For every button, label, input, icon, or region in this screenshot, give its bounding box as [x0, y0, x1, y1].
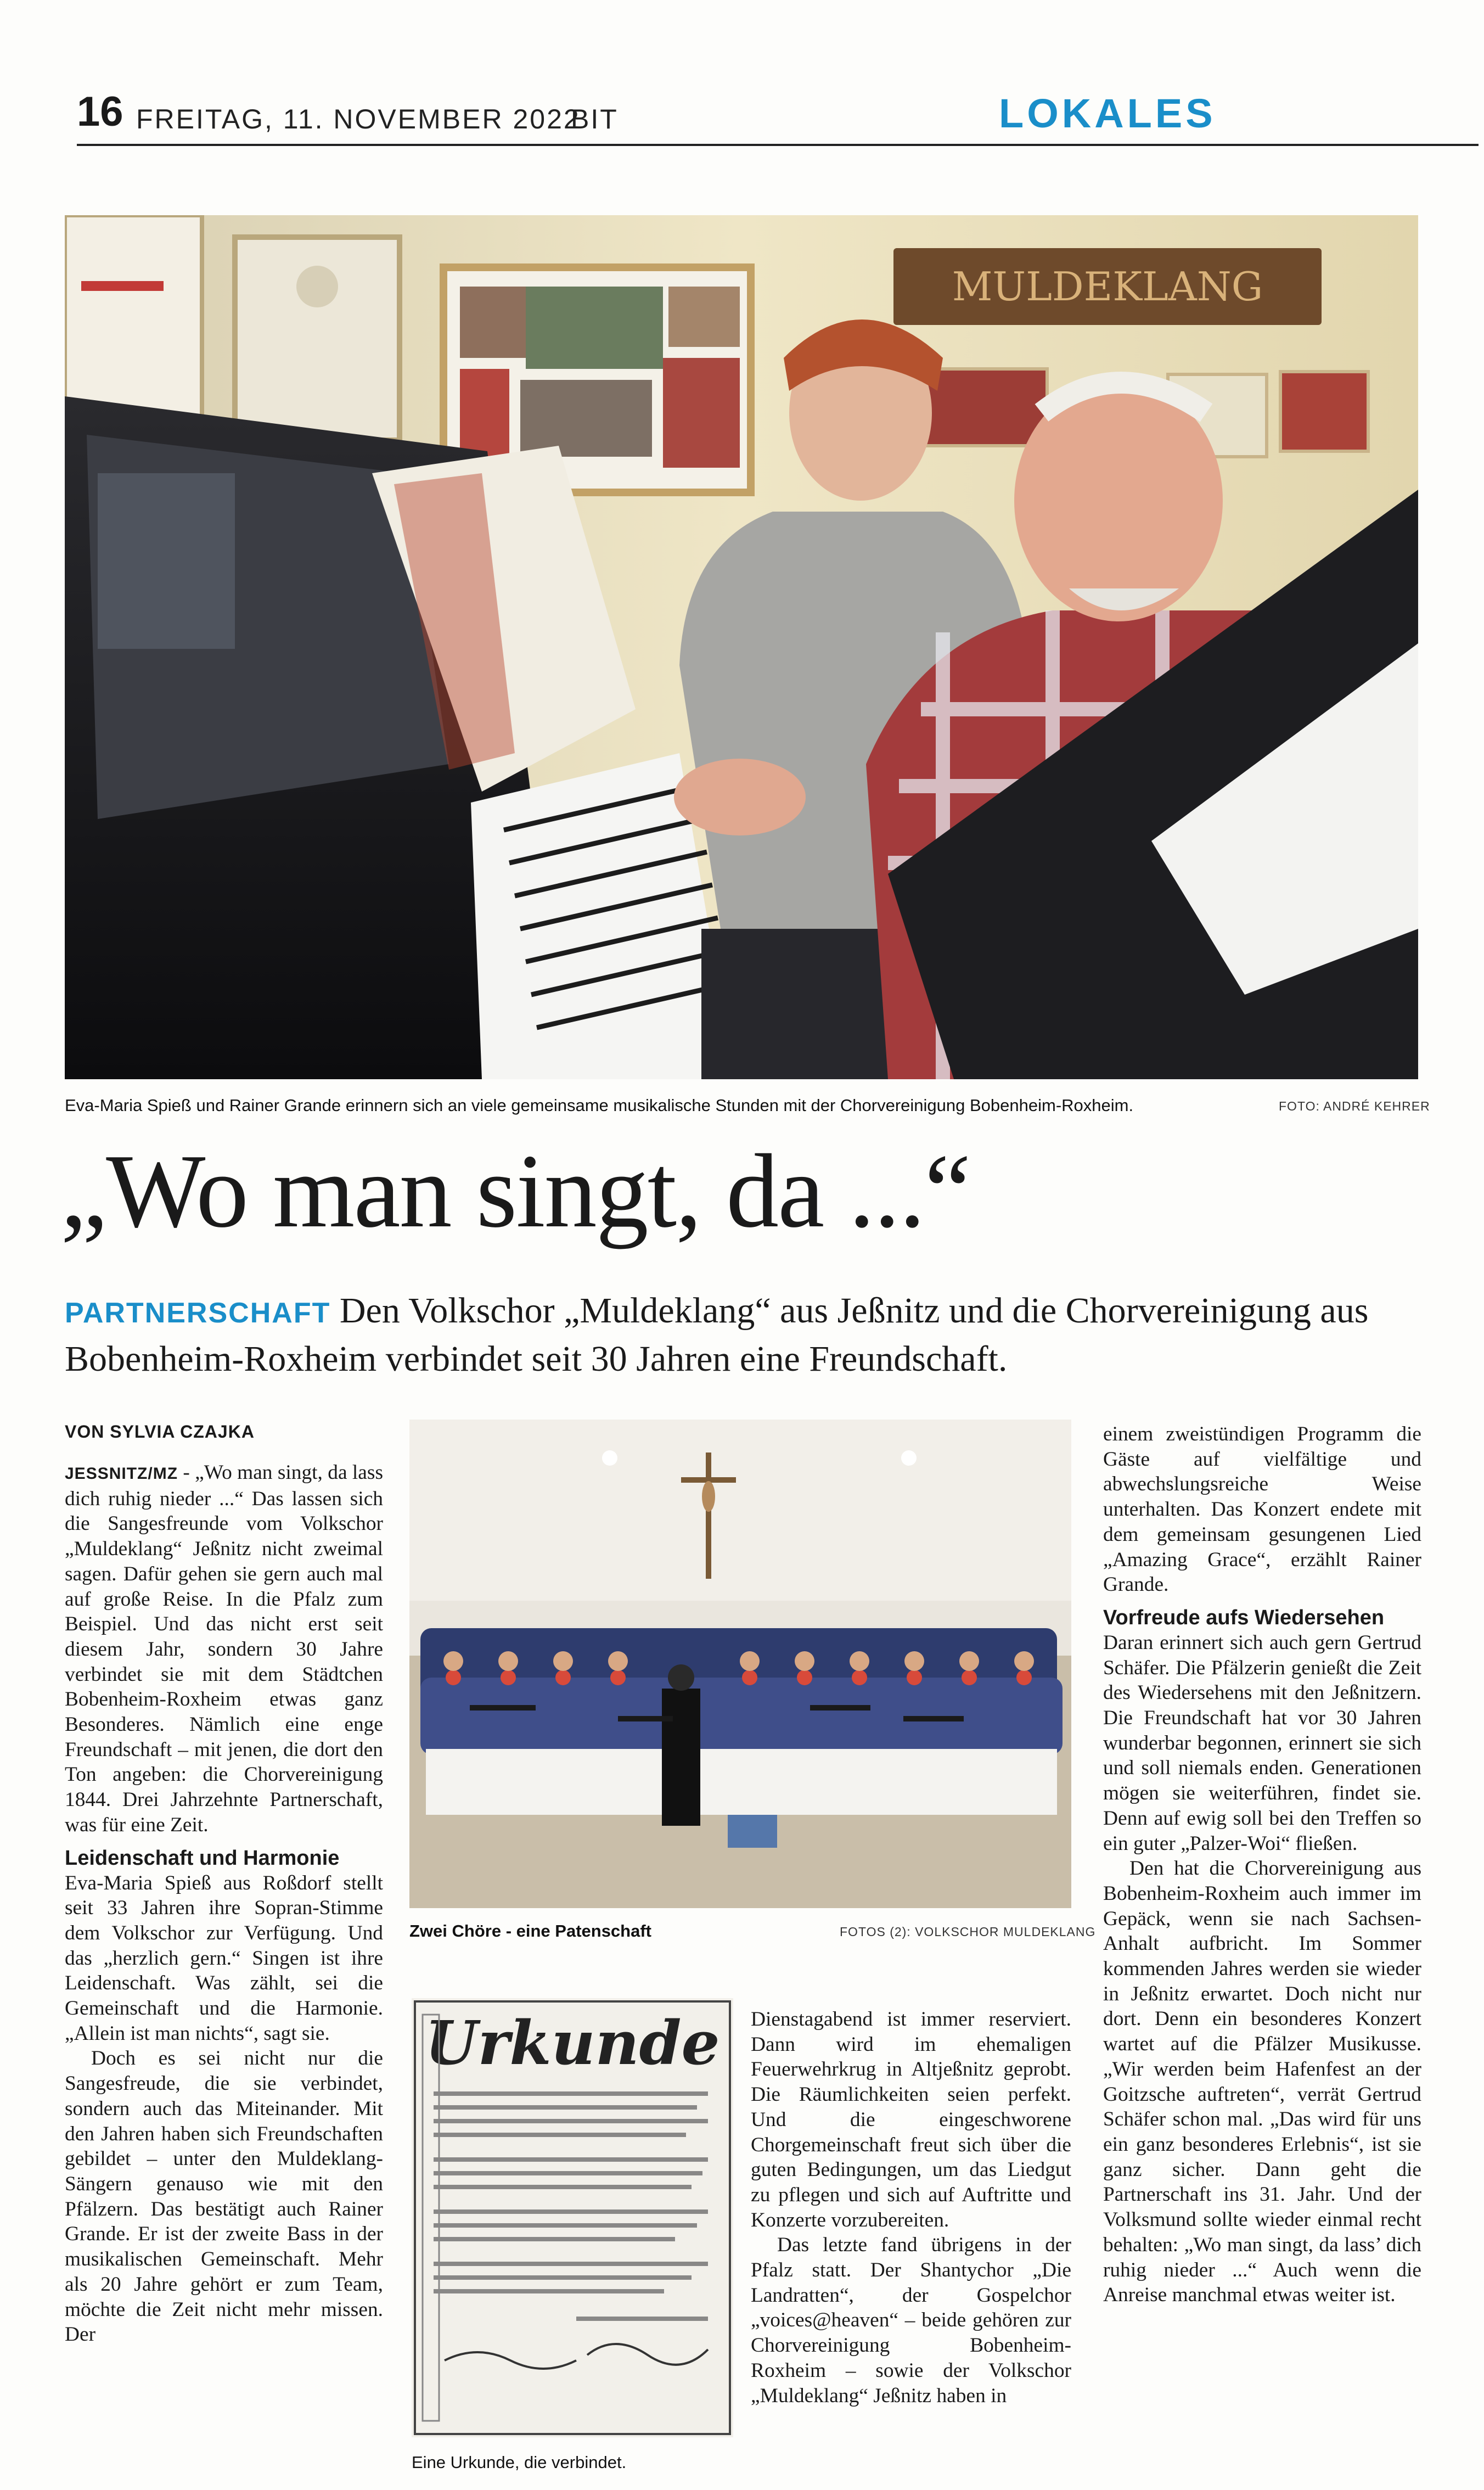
article-column-2: [751, 2007, 1071, 2408]
author-byline: VON SYLVIA CZAJKA: [65, 1422, 255, 1442]
section-label: LOKALES: [999, 91, 1216, 136]
dateline: JESSNITZ/MZ: [65, 1465, 178, 1483]
col3-subheading: Vorfreude aufs Wiedersehen: [1103, 1606, 1385, 1629]
main-photo: [65, 215, 1418, 1079]
choir-photo-caption: Zwei Chöre - eine Patenschaft: [409, 1921, 651, 1941]
article-headline: „Wo man singt, da ...“: [60, 1132, 970, 1249]
article-subhead: [65, 1288, 1470, 1382]
article-column-3: [1103, 1422, 1421, 2308]
col1-paragraph-2: Eva-Maria Spieß aus Roßdorf stellt seit 33 Jahren ihre Sopran-Stimme dem Volkschor zur Verfügung. Und das „herzlich gern.“ Singen ist ihre Leidenschaft. Was zählt, sei die Gemeinschaft und die Harmonie. „Allein ist man nichts“, sagt sie.: [65, 1871, 383, 2045]
col3-paragraph-3: Den hat die Chorvereinigung aus Bobenheim-Roxheim auch immer im Gepäck, wenn sie nach Sachsen-Anhalt aufbricht. Im Sommer kommenden Jahres werden sie wieder in Jeßnitz erwartet. Doch nicht nur dort. Denn ein besonderes Konzert wartet auf die Pfälzer Musikusse. „Wir werden beim Hafenfest an der Goitzsche auftreten“, verrät Gertrud Schäfer schon mal. „Das wird für uns ein ganz besonderes Erlebnis“, ist sie ganz sicher. Dann geht die Partnerschaft ins 31. Jahr. Und der Volksmund sollte wieder einmal recht behalten: „Wo man singt, da lass’ dich ruhig nieder ...“ Auch wenn die Anreise manchmal etwas weiter ist.: [1103, 1857, 1421, 2307]
choir-photo-credit: FOTOS (2): VOLKSCHOR MULDEKLANG: [840, 1925, 1096, 1939]
article-column-1: [65, 1460, 383, 2347]
col2-paragraph-2: Das letzte fand übrigens in der Pfalz statt. Der Shantychor „Die Landratten“, der Gospelchor „voices@heaven“ – beide gehören zur Chorvereinigung Bobenheim-Roxheim – sowie der Volkschor „Muldeklang“ Jeßnitz haben in: [751, 2234, 1071, 2407]
col3-paragraph-1: einem zweistündigen Programm die Gäste auf vielfältige und abwechslungsreiche Weise unterhalten. Das Konzert endete mit dem gemeinsam gesungenen Lied „Amazing Grace“, erzählt Rainer Grande.: [1103, 1423, 1421, 1596]
certificate-photo: [412, 1998, 733, 2437]
issue-date: FREITAG, 11. NOVEMBER 2022: [136, 104, 581, 134]
col1-paragraph-3: Doch es sei nicht nur die Sangesfreude, die sie verbindet, sondern auch das Miteinander. Mit den Jahren haben sich Freundschaften gebildet – unter den Muldeklang-Sängern genauso wie mit den Pfälzern. Das bestätigt auch Rainer Grande. Er ist der zweite Bass in der musikalischen Gemeinschaft. Mehr als 20 Jahre gehört er zum Team, möchte die Zeit nicht mehr missen. Der: [65, 2047, 383, 2346]
col1-subheading: Leidenschaft und Harmonie: [65, 1846, 340, 1870]
main-photo-caption: Eva-Maria Spieß und Rainer Grande erinnern sich an viele gemeinsame musikalische Stunden mit der Chorvereinigung Bobenheim-Roxheim.: [65, 1096, 1134, 1115]
kicker-label: PARTNERSCHAFT: [65, 1297, 331, 1329]
certificate-caption: Eine Urkunde, die verbindet.: [412, 2453, 627, 2472]
col2-paragraph-1: Dienstagabend ist immer reserviert. Dann wird im ehemaligen Feuerwehrkrug in Altjeßnitz geprobt. Die Räumlichkeiten seien perfekt. Und die eingeschworene Chorgemeinschaft freut sich über die guten Bedingungen, um das Liedgut zu pflegen und sich auf Auftritte und Konzerte vorzubereiten.: [751, 2008, 1071, 2231]
muldeklang-sign-text: MULDEKLANG: [952, 263, 1263, 310]
col3-paragraph-2: Daran erinnert sich auch gern Gertrud Schäfer. Die Pfälzerin genießt die Zeit des Wiedersehens mit den Jeßnitzern. Die Freundschaft hat vor 30 Jahren wunderbar begonnen, erinnert sie sich und soll niemals enden. Generationen mögen sie weiterführen, findet sie. Denn auf ewig soll bei den Treffen so ein guter „Palzer-Woi“ fließen.: [1103, 1631, 1421, 1855]
header-rule: [77, 144, 1479, 146]
certificate-title: Urkunde: [425, 2007, 720, 2078]
page-number: 16: [77, 88, 123, 135]
choir-photo: [409, 1420, 1071, 1908]
col1-paragraph-1: - „Wo man singt, da lass dich ruhig nieder ...“ Das lassen sich die Sangesfreunde vom Volkschor „Muldeklang“ Jeßnitz nicht zweimal sagen. Dafür gehen sie gern auch mal auf große Reise. In die Pfalz zum Beispiel. Und das nicht erst seit diesem Jahr, sondern 30 Jahre verbindet sie mit dem Städtchen Bobenheim-Roxheim etwas ganz Besonderes. Nämlich eine enge Freundschaft – mit jenen, die dort den Ton angeben: die Chorvereinigung 1844. Drei Jahrzehnte Partnerschaft, was für eine Zeit.: [65, 1461, 383, 1836]
main-photo-credit: FOTO: ANDRÉ KEHRER: [1279, 1099, 1430, 1113]
subhead-text: Den Volkschor „Muldeklang“ aus Jeßnitz und die Chorvereinigung aus Bobenheim-Roxheim verbindet seit 30 Jahren eine Freundschaft.: [65, 1291, 1369, 1379]
edition-code: BIT: [571, 104, 619, 134]
